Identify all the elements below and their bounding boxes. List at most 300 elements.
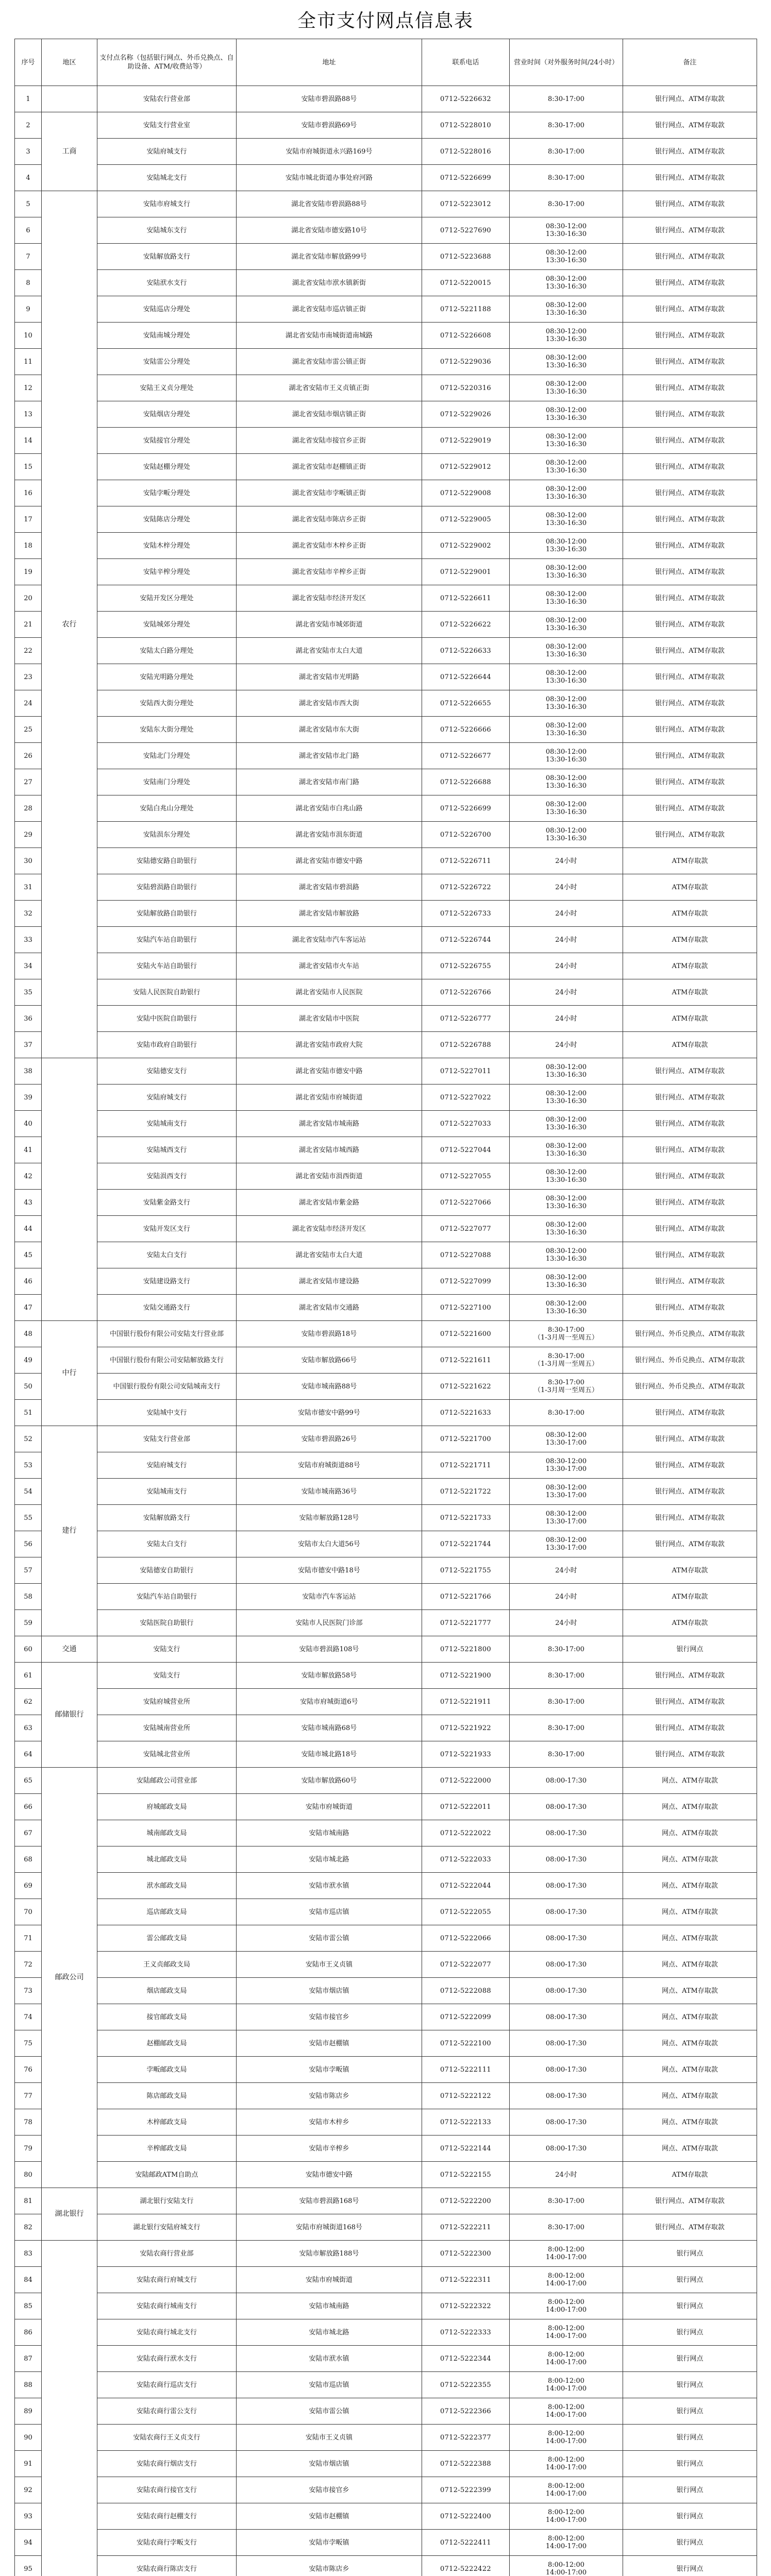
table-row xyxy=(15,112,757,139)
row-phone: 0712-5221755 xyxy=(422,1557,510,1584)
row-hours: 08:30-12:00 13:30-16:30 xyxy=(510,1190,623,1216)
row-seq: 24 xyxy=(15,690,42,717)
row-address: 安陆市雷公镇 xyxy=(237,2398,422,2425)
row-note: 银行网点、ATM存取款 xyxy=(623,454,757,480)
row-note: 银行网点、ATM存取款 xyxy=(623,1426,757,1452)
row-address: 湖北省安陆市府城街道 xyxy=(237,1084,422,1111)
row-note: 银行网点、ATM存取款 xyxy=(623,1531,757,1557)
row-name: 安陆烟店分理处 xyxy=(97,401,237,428)
row-phone: 0712-5220316 xyxy=(422,375,510,401)
row-hours: 24小时 xyxy=(510,1006,623,1032)
table-row xyxy=(15,217,757,244)
row-note: 银行网点、外币兑换点、ATM存取款 xyxy=(623,1321,757,1347)
row-phone: 0712-5227055 xyxy=(422,1163,510,1190)
row-note: 网点、ATM存取款 xyxy=(623,1978,757,2004)
row-note: 银行网点 xyxy=(623,2556,757,2576)
table-row xyxy=(15,690,757,717)
table-row xyxy=(15,2188,757,2214)
table-row xyxy=(15,717,757,743)
row-phone: 0712-5226699 xyxy=(422,165,510,191)
table-row xyxy=(15,296,757,323)
row-hours: 08:30-12:00 13:30-16:30 xyxy=(510,401,623,428)
row-note: 银行网点 xyxy=(623,2372,757,2398)
row-phone: 0712-5221744 xyxy=(422,1531,510,1557)
table-row xyxy=(15,2214,757,2241)
row-address: 安陆市孛畈镇 xyxy=(237,2530,422,2556)
row-note: 银行网点 xyxy=(623,2346,757,2372)
row-note: 银行网点、ATM存取款 xyxy=(623,1663,757,1689)
row-seq: 52 xyxy=(15,1426,42,1452)
row-note: 银行网点、ATM存取款 xyxy=(623,165,757,191)
row-address: 安陆市府城街道88号 xyxy=(237,1452,422,1479)
row-address: 安陆市洑水镇 xyxy=(237,2346,422,2372)
row-phone: 0712-5226699 xyxy=(422,795,510,822)
row-note: 银行网点、ATM存取款 xyxy=(623,112,757,139)
row-name: 安陆光明路分理处 xyxy=(97,664,237,690)
row-note: 银行网点 xyxy=(623,2530,757,2556)
row-phone: 0712-5229002 xyxy=(422,533,510,559)
table-row xyxy=(15,769,757,795)
table-row xyxy=(15,1400,757,1426)
row-note: 银行网点 xyxy=(623,2451,757,2477)
row-phone: 0712-5226608 xyxy=(422,323,510,349)
row-name: 安陆德安支行 xyxy=(97,1058,237,1084)
row-note: 银行网点、ATM存取款 xyxy=(623,1216,757,1242)
row-address: 安陆市府城街道168号 xyxy=(237,2214,422,2241)
row-phone: 0712-5221800 xyxy=(422,1636,510,1663)
row-note: 网点、ATM存取款 xyxy=(623,2136,757,2162)
row-address: 安陆市解放路66号 xyxy=(237,1347,422,1374)
row-note: ATM存取款 xyxy=(623,927,757,953)
row-address: 安陆市烟店镇 xyxy=(237,2451,422,2477)
row-hours: 8:00-12:00 14:00-17:00 xyxy=(510,2293,623,2319)
row-seq: 27 xyxy=(15,769,42,795)
row-note: 银行网点、ATM存取款 xyxy=(623,1163,757,1190)
header-hours: 营业时间（对外服务时间/24小时） xyxy=(510,39,623,86)
table-row xyxy=(15,585,757,612)
row-seq: 38 xyxy=(15,1058,42,1084)
table-row xyxy=(15,2057,757,2083)
row-address: 安陆市王义贞镇 xyxy=(237,2425,422,2451)
row-address: 安陆市巡店镇 xyxy=(237,1899,422,1925)
row-seq: 39 xyxy=(15,1084,42,1111)
row-phone: 0712-5222377 xyxy=(422,2425,510,2451)
table-row xyxy=(15,953,757,979)
row-seq: 37 xyxy=(15,1032,42,1058)
row-seq: 21 xyxy=(15,612,42,638)
row-city: 交通 xyxy=(42,1636,97,1663)
table-row xyxy=(15,533,757,559)
row-seq: 67 xyxy=(15,1820,42,1846)
row-note: ATM存取款 xyxy=(623,1032,757,1058)
row-seq: 61 xyxy=(15,1663,42,1689)
row-seq: 55 xyxy=(15,1505,42,1531)
row-note: ATM存取款 xyxy=(623,874,757,901)
row-address: 湖北省安陆市经济开发区 xyxy=(237,585,422,612)
row-city: 邮储银行 xyxy=(42,1663,97,1768)
row-name: 湖北银行安陆府城支行 xyxy=(97,2214,237,2241)
row-phone: 0712-5227100 xyxy=(422,1295,510,1321)
row-hours: 08:30-12:00 13:30-16:30 xyxy=(510,717,623,743)
row-address: 安陆市辛榨乡 xyxy=(237,2136,422,2162)
row-address: 安陆市德安中路 xyxy=(237,2162,422,2188)
row-name: 安陆建设路支行 xyxy=(97,1268,237,1295)
row-note: 网点、ATM存取款 xyxy=(623,2109,757,2136)
row-note: 银行网点、ATM存取款 xyxy=(623,401,757,428)
row-address: 湖北省安陆市北门路 xyxy=(237,743,422,769)
table-row xyxy=(15,2477,757,2503)
row-name: 陈店邮政支局 xyxy=(97,2083,237,2109)
row-hours: 08:30-12:00 13:30-16:30 xyxy=(510,1268,623,1295)
row-phone: 0712-5221188 xyxy=(422,296,510,323)
table-row xyxy=(15,2241,757,2267)
header-phone: 联系电话 xyxy=(422,39,510,86)
row-seq: 8 xyxy=(15,270,42,296)
row-seq: 81 xyxy=(15,2188,42,2214)
row-hours: 08:30-12:00 13:30-16:30 xyxy=(510,428,623,454)
table-row xyxy=(15,2425,757,2451)
row-phone: 0712-5222422 xyxy=(422,2556,510,2576)
row-name: 安陆城东支行 xyxy=(97,217,237,244)
row-address: 湖北省安陆市巡店镇正街 xyxy=(237,296,422,323)
table-row xyxy=(15,2030,757,2057)
table-row xyxy=(15,2136,757,2162)
row-hours: 08:00-17:30 xyxy=(510,2004,623,2030)
table-row xyxy=(15,1006,757,1032)
row-address: 安陆市巡店镇 xyxy=(237,2372,422,2398)
table-row xyxy=(15,2083,757,2109)
row-address: 安陆市烟店镇 xyxy=(237,1978,422,2004)
row-seq: 69 xyxy=(15,1873,42,1899)
row-seq: 58 xyxy=(15,1584,42,1610)
row-phone: 0712-5226744 xyxy=(422,927,510,953)
row-seq: 25 xyxy=(15,717,42,743)
row-phone: 0712-5226733 xyxy=(422,901,510,927)
row-hours: 24小时 xyxy=(510,1557,623,1584)
row-phone: 0712-5221933 xyxy=(422,1741,510,1768)
row-seq: 17 xyxy=(15,506,42,533)
row-name: 安陆西大街分理处 xyxy=(97,690,237,717)
row-address: 安陆市城北路18号 xyxy=(237,1741,422,1768)
row-hours: 08:30-12:00 13:30-16:30 xyxy=(510,1111,623,1137)
row-seq: 53 xyxy=(15,1452,42,1479)
row-name: 雷公邮政支局 xyxy=(97,1925,237,1952)
row-name: 安陆农商行陈店支行 xyxy=(97,2556,237,2576)
row-name: 安陆太白路分理处 xyxy=(97,638,237,664)
row-note: 网点、ATM存取款 xyxy=(623,1925,757,1952)
row-name: 安陆府城支行 xyxy=(97,139,237,165)
row-phone: 0712-5226677 xyxy=(422,743,510,769)
row-seq: 26 xyxy=(15,743,42,769)
row-name: 安陆汽车站自助银行 xyxy=(97,1584,237,1610)
row-name: 安陆农商行府城支行 xyxy=(97,2267,237,2293)
row-hours: 08:30-12:00 13:30-17:00 xyxy=(510,1531,623,1557)
row-seq: 3 xyxy=(15,139,42,165)
table-row xyxy=(15,1163,757,1190)
table-row xyxy=(15,559,757,585)
row-note: ATM存取款 xyxy=(623,2162,757,2188)
row-name: 安陆城中支行 xyxy=(97,1400,237,1426)
row-seq: 80 xyxy=(15,2162,42,2188)
row-city xyxy=(42,86,97,112)
row-city: 农行 xyxy=(42,191,97,1058)
row-name: 巡店邮政支局 xyxy=(97,1899,237,1925)
row-note: 银行网点、ATM存取款 xyxy=(623,349,757,375)
table-row xyxy=(15,2319,757,2346)
row-note: 网点、ATM存取款 xyxy=(623,2030,757,2057)
row-phone: 0712-5221733 xyxy=(422,1505,510,1531)
row-phone: 0712-5221611 xyxy=(422,1347,510,1374)
table-row xyxy=(15,1741,757,1768)
row-phone: 0712-5221722 xyxy=(422,1479,510,1505)
row-phone: 0712-5226777 xyxy=(422,1006,510,1032)
row-name: 安陆农商行赵棚支行 xyxy=(97,2503,237,2530)
table-row xyxy=(15,1952,757,1978)
row-hours: 8:30-17:00 xyxy=(510,1689,623,1715)
row-name: 安陆农商行巡店支行 xyxy=(97,2372,237,2398)
table-row xyxy=(15,979,757,1006)
row-address: 湖北省安陆市中医院 xyxy=(237,1006,422,1032)
row-city xyxy=(42,2241,97,2576)
row-note: 银行网点、ATM存取款 xyxy=(623,270,757,296)
row-name: 安陆紫金路支行 xyxy=(97,1190,237,1216)
table-row xyxy=(15,1268,757,1295)
row-address: 湖北省安陆市城南路 xyxy=(237,1111,422,1137)
row-phone: 0712-5222011 xyxy=(422,1794,510,1820)
row-note: 银行网点、ATM存取款 xyxy=(623,480,757,506)
row-seq: 47 xyxy=(15,1295,42,1321)
table-row xyxy=(15,1663,757,1689)
row-city: 中行 xyxy=(42,1321,97,1426)
row-hours: 08:30-12:00 13:30-16:30 xyxy=(510,1242,623,1268)
row-name: 安陆城西支行 xyxy=(97,1137,237,1163)
row-note: 银行网点、ATM存取款 xyxy=(623,1137,757,1163)
row-hours: 08:00-17:30 xyxy=(510,1873,623,1899)
table-row xyxy=(15,86,757,112)
table-row xyxy=(15,2530,757,2556)
row-name: 安陆中医院自助银行 xyxy=(97,1006,237,1032)
row-hours: 24小时 xyxy=(510,979,623,1006)
row-note: 银行网点 xyxy=(623,1636,757,1663)
row-phone: 0712-5222022 xyxy=(422,1820,510,1846)
row-address: 安陆市城北路 xyxy=(237,1846,422,1873)
row-seq: 87 xyxy=(15,2346,42,2372)
row-note: 银行网点、ATM存取款 xyxy=(623,1084,757,1111)
row-note: ATM存取款 xyxy=(623,979,757,1006)
row-note: 银行网点、ATM存取款 xyxy=(623,1058,757,1084)
table-row xyxy=(15,927,757,953)
row-name: 安陆农商行城北支行 xyxy=(97,2319,237,2346)
row-name: 中国银行股份有限公司安陆解放路支行 xyxy=(97,1347,237,1374)
row-hours: 08:30-12:00 13:30-16:30 xyxy=(510,454,623,480)
table-row xyxy=(15,1610,757,1636)
row-note: 银行网点、ATM存取款 xyxy=(623,2188,757,2214)
row-address: 湖北省安陆市碧涢路88号 xyxy=(237,191,422,217)
row-address: 安陆市赵棚镇 xyxy=(237,2030,422,2057)
row-phone: 0712-5222122 xyxy=(422,2083,510,2109)
row-seq: 46 xyxy=(15,1268,42,1295)
row-note: 银行网点、ATM存取款 xyxy=(623,1190,757,1216)
row-phone: 0712-5221711 xyxy=(422,1452,510,1479)
row-seq: 92 xyxy=(15,2477,42,2503)
row-name: 安陆开发区分理处 xyxy=(97,585,237,612)
row-name: 安陆邮政ATM自助点 xyxy=(97,2162,237,2188)
row-note: 银行网点、ATM存取款 xyxy=(623,296,757,323)
row-hours: 08:00-17:30 xyxy=(510,2030,623,2057)
table-row xyxy=(15,874,757,901)
row-hours: 8:00-12:00 14:00-17:00 xyxy=(510,2451,623,2477)
row-address: 湖北省安陆市人民医院 xyxy=(237,979,422,1006)
row-address: 安陆市府城街道永兴路169号 xyxy=(237,139,422,165)
row-seq: 57 xyxy=(15,1557,42,1584)
row-seq: 10 xyxy=(15,323,42,349)
row-phone: 0712-5226622 xyxy=(422,612,510,638)
row-seq: 42 xyxy=(15,1163,42,1190)
row-note: 银行网点、ATM存取款 xyxy=(623,769,757,795)
row-address: 安陆市接官乡 xyxy=(237,2477,422,2503)
row-seq: 95 xyxy=(15,2556,42,2576)
row-address: 安陆市城南路 xyxy=(237,2293,422,2319)
row-name: 安陆木梓分理处 xyxy=(97,533,237,559)
table-row xyxy=(15,1321,757,1347)
table-row xyxy=(15,323,757,349)
table-row xyxy=(15,1032,757,1058)
row-note: 网点、ATM存取款 xyxy=(623,1794,757,1820)
row-note: ATM存取款 xyxy=(623,953,757,979)
row-name: 安陆农商行营业部 xyxy=(97,2241,237,2267)
row-seq: 82 xyxy=(15,2214,42,2241)
row-seq: 20 xyxy=(15,585,42,612)
row-hours: 24小时 xyxy=(510,1584,623,1610)
row-hours: 08:30-12:00 13:30-16:30 xyxy=(510,585,623,612)
row-address: 湖北省安陆市火车站 xyxy=(237,953,422,979)
row-phone: 0712-5222155 xyxy=(422,2162,510,2188)
row-phone: 0712-5223688 xyxy=(422,244,510,270)
row-address: 湖北省安陆市政府大院 xyxy=(237,1032,422,1058)
row-hours: 08:30-12:00 13:30-16:30 xyxy=(510,375,623,401)
row-seq: 90 xyxy=(15,2425,42,2451)
row-hours: 24小时 xyxy=(510,848,623,874)
row-seq: 44 xyxy=(15,1216,42,1242)
row-address: 湖北省安陆市德安路10号 xyxy=(237,217,422,244)
table-row xyxy=(15,1347,757,1374)
table-row xyxy=(15,1689,757,1715)
row-hours: 8:30-17:00 xyxy=(510,1715,623,1741)
row-address: 安陆市碧涢路168号 xyxy=(237,2188,422,2214)
row-seq: 5 xyxy=(15,191,42,217)
row-phone: 0712-5226700 xyxy=(422,822,510,848)
table-row xyxy=(15,2004,757,2030)
row-name: 安陆支行 xyxy=(97,1636,237,1663)
table-body xyxy=(15,86,757,2576)
row-seq: 31 xyxy=(15,874,42,901)
row-address: 安陆市陈店乡 xyxy=(237,2556,422,2576)
table-row xyxy=(15,1216,757,1242)
row-seq: 84 xyxy=(15,2267,42,2293)
row-address: 湖北省安陆市解放路99号 xyxy=(237,244,422,270)
row-hours: 08:30-12:00 13:30-16:30 xyxy=(510,506,623,533)
row-phone: 0712-5220015 xyxy=(422,270,510,296)
row-phone: 0712-5221911 xyxy=(422,1689,510,1715)
row-address: 湖北省安陆市东大街 xyxy=(237,717,422,743)
row-hours: 8:30-17:00 xyxy=(510,1400,623,1426)
row-seq: 70 xyxy=(15,1899,42,1925)
row-phone: 0712-5222111 xyxy=(422,2057,510,2083)
row-address: 湖北省安陆市碧涢路 xyxy=(237,874,422,901)
row-name: 安陆太白支行 xyxy=(97,1531,237,1557)
row-note: 银行网点、ATM存取款 xyxy=(623,428,757,454)
table-row xyxy=(15,1531,757,1557)
row-hours: 8:30-17:00 xyxy=(510,112,623,139)
row-name: 王义贞邮政支局 xyxy=(97,1952,237,1978)
row-phone: 0712-5222411 xyxy=(422,2530,510,2556)
row-name: 安陆城北营业所 xyxy=(97,1741,237,1768)
row-note: 银行网点 xyxy=(623,2241,757,2267)
header-address: 地址 xyxy=(237,39,422,86)
row-phone: 0712-5228010 xyxy=(422,112,510,139)
row-name: 安陆接官分理处 xyxy=(97,428,237,454)
row-name: 赵棚邮政支局 xyxy=(97,2030,237,2057)
row-seq: 93 xyxy=(15,2503,42,2530)
row-hours: 8:30-17:00 xyxy=(510,1636,623,1663)
row-address: 安陆市府城街道 xyxy=(237,2267,422,2293)
row-phone: 0712-5222055 xyxy=(422,1899,510,1925)
row-address: 湖北省安陆市城西路 xyxy=(237,1137,422,1163)
row-address: 湖北省安陆市西大街 xyxy=(237,690,422,717)
row-name: 安陆农商行城南支行 xyxy=(97,2293,237,2319)
row-name: 安陆城北支行 xyxy=(97,165,237,191)
row-seq: 65 xyxy=(15,1768,42,1794)
row-note: 银行网点、ATM存取款 xyxy=(623,1295,757,1321)
row-name: 接官邮政支局 xyxy=(97,2004,237,2030)
row-name: 安陆府城支行 xyxy=(97,1452,237,1479)
row-hours: 8:00-12:00 14:00-17:00 xyxy=(510,2530,623,2556)
row-note: 银行网点、ATM存取款 xyxy=(623,139,757,165)
table-header-row xyxy=(15,39,757,86)
row-phone: 0712-5222355 xyxy=(422,2372,510,2398)
row-phone: 0712-5222366 xyxy=(422,2398,510,2425)
row-hours: 08:30-12:00 13:30-17:00 xyxy=(510,1479,623,1505)
row-hours: 24小时 xyxy=(510,953,623,979)
table-row xyxy=(15,2503,757,2530)
row-phone: 0712-5226766 xyxy=(422,979,510,1006)
row-seq: 68 xyxy=(15,1846,42,1873)
row-hours: 08:30-12:00 13:30-16:30 xyxy=(510,664,623,690)
row-note: 银行网点、ATM存取款 xyxy=(623,1715,757,1741)
row-address: 湖北省安陆市赵棚镇正街 xyxy=(237,454,422,480)
table-row xyxy=(15,2162,757,2188)
row-name: 安陆北门分理处 xyxy=(97,743,237,769)
row-address: 湖北省安陆市辛榨乡正街 xyxy=(237,559,422,585)
table-row xyxy=(15,2109,757,2136)
row-seq: 15 xyxy=(15,454,42,480)
row-note: 银行网点、ATM存取款 xyxy=(623,1242,757,1268)
row-seq: 13 xyxy=(15,401,42,428)
row-note: 银行网点 xyxy=(623,2477,757,2503)
row-note: 网点、ATM存取款 xyxy=(623,1952,757,1978)
row-seq: 22 xyxy=(15,638,42,664)
row-hours: 08:00-17:30 xyxy=(510,1794,623,1820)
row-address: 湖北省安陆市南城街道南城路 xyxy=(237,323,422,349)
row-hours: 08:00-17:30 xyxy=(510,2136,623,2162)
row-seq: 59 xyxy=(15,1610,42,1636)
row-seq: 86 xyxy=(15,2319,42,2346)
row-hours: 08:00-17:30 xyxy=(510,2109,623,2136)
row-name: 安陆德安路自助银行 xyxy=(97,848,237,874)
header-name: 支付点名称（包括银行网点、外币兑换点、自助设备、ATM/收费站等） xyxy=(97,39,237,86)
row-hours: 08:30-12:00 13:30-16:30 xyxy=(510,795,623,822)
row-name: 安陆碧涢路自助银行 xyxy=(97,874,237,901)
